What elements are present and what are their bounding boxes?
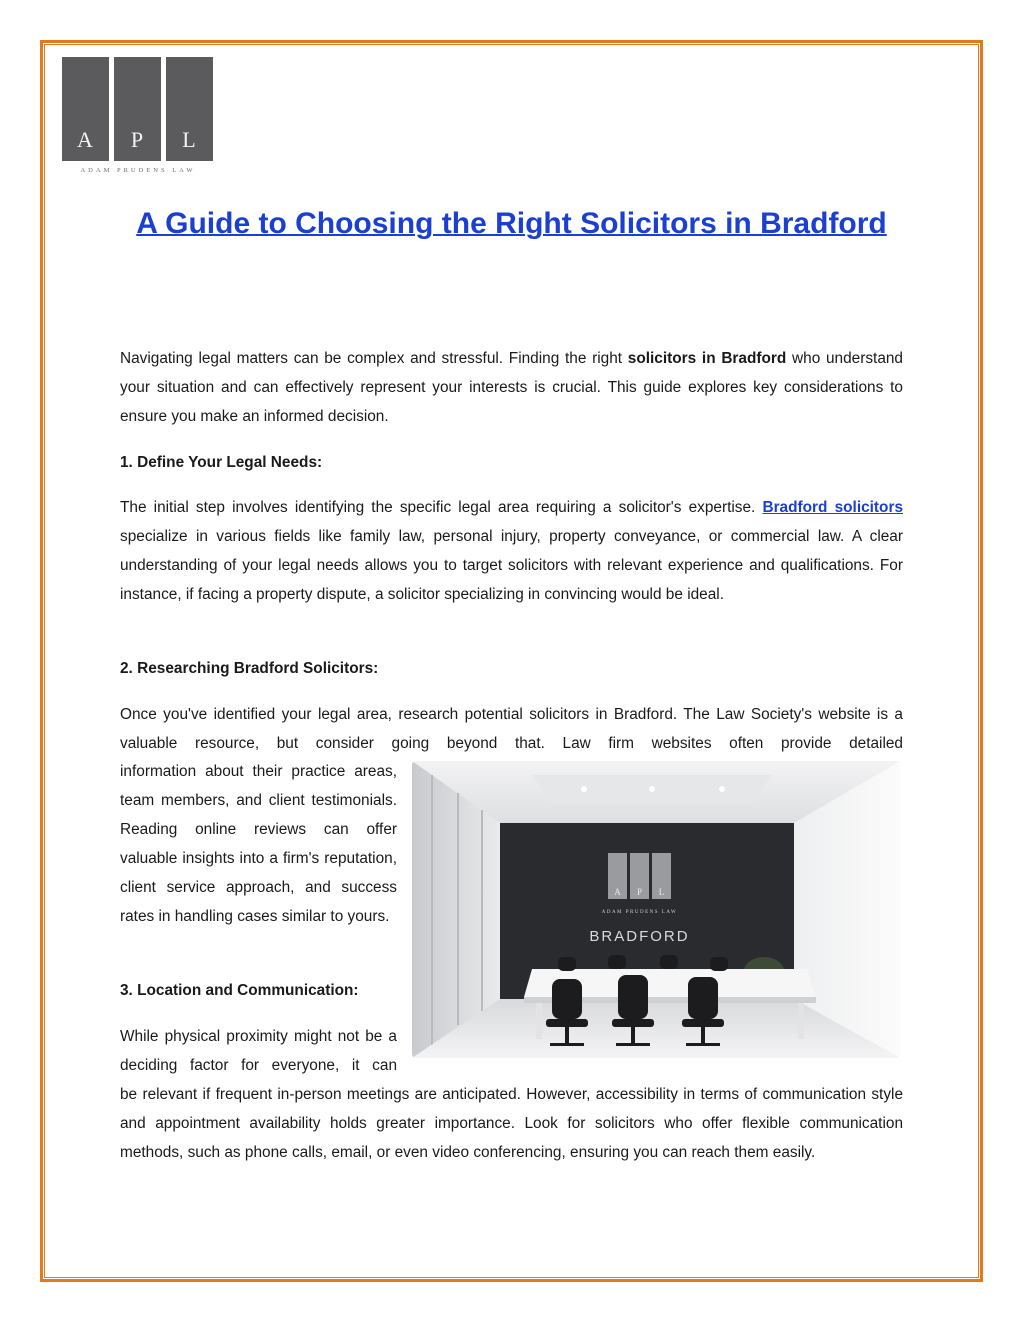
logo-letter-l: L (182, 127, 197, 152)
section1-heading: 1. Define Your Legal Needs: (120, 454, 323, 471)
intro-text: Navigating legal matters can be complex and stressful. Finding the right (120, 350, 628, 367)
logo-tagline: ADAM PRUDENS LAW (80, 167, 196, 174)
intro-paragraph (120, 344, 903, 431)
logo-letter-a: A (77, 127, 94, 152)
sign-tagline: ADAM PRUDENS LAW (601, 910, 678, 915)
section2-paragraph-column (120, 757, 397, 931)
sign-city: BRADFORD (589, 928, 690, 945)
page-title (120, 196, 903, 252)
section3-column-text: While physical proximity might not be a deciding factor for everyone, it can (120, 1028, 397, 1074)
section3-paragraph-column (120, 1022, 397, 1080)
section3-heading: 3. Location and Communication: (120, 982, 359, 999)
logo-bar (114, 57, 161, 161)
section2-paragraph-full (120, 700, 903, 758)
intro-text: who understand your situation and can effectively represent your interests is crucial. This guide explores key considerations to ensure you make an informed decision. (120, 350, 903, 425)
sign-letter-l: L (658, 887, 665, 897)
title-link[interactable]: A Guide to Choosing the Right Solicitors in Bradford (136, 207, 887, 240)
section2-text: Once you've identified your legal area, research potential solicitors in Bradford. The Law Society's website is a valuable resource, but consider going beyond that. Law firm websites often provide detailed (120, 706, 903, 752)
logo-bar (62, 57, 109, 161)
logo-letter-p: P (130, 127, 145, 152)
section2-heading: 2. Researching Bradford Solicitors: (120, 660, 379, 677)
section3-text: be relevant if frequent in-person meetings are anticipated. However, accessibility in terms of communication style and appointment availability holds greater importance. Look for solicitors who offer flexible communication methods, such as phone calls, email, or even video conferencing, ensuring you can reach them easily. (120, 1086, 903, 1161)
sign-letter-p: P (636, 887, 643, 897)
logo-bar (166, 57, 213, 161)
section3-paragraph-full (120, 1080, 903, 1167)
bradford-solicitors-link[interactable]: Bradford solicitors (762, 499, 904, 516)
section1-paragraph (120, 493, 903, 609)
intro-keyword: solicitors in Bradford (627, 350, 787, 367)
section1-text: The initial step involves identifying the specific legal area requiring a solicitor's expertise. (120, 499, 763, 516)
apl-logo (62, 57, 214, 177)
meeting-room-photo (412, 761, 900, 1058)
section2-column-text: information about their practice areas, team members, and client testimonials. Reading online reviews can offer valuable insights into a firm's reputation, client service approach, and success rates in handling cases similar to yours. (120, 763, 397, 925)
sign-letter-a: A (614, 887, 621, 897)
section1-text: specialize in various fields like family law, personal injury, property conveyance, or commercial law. A clear understanding of your legal needs allows you to target solicitors with relevant experience and qualifications. For instance, if facing a property dispute, a solicitor specializing in convincing would be ideal. (120, 528, 903, 603)
